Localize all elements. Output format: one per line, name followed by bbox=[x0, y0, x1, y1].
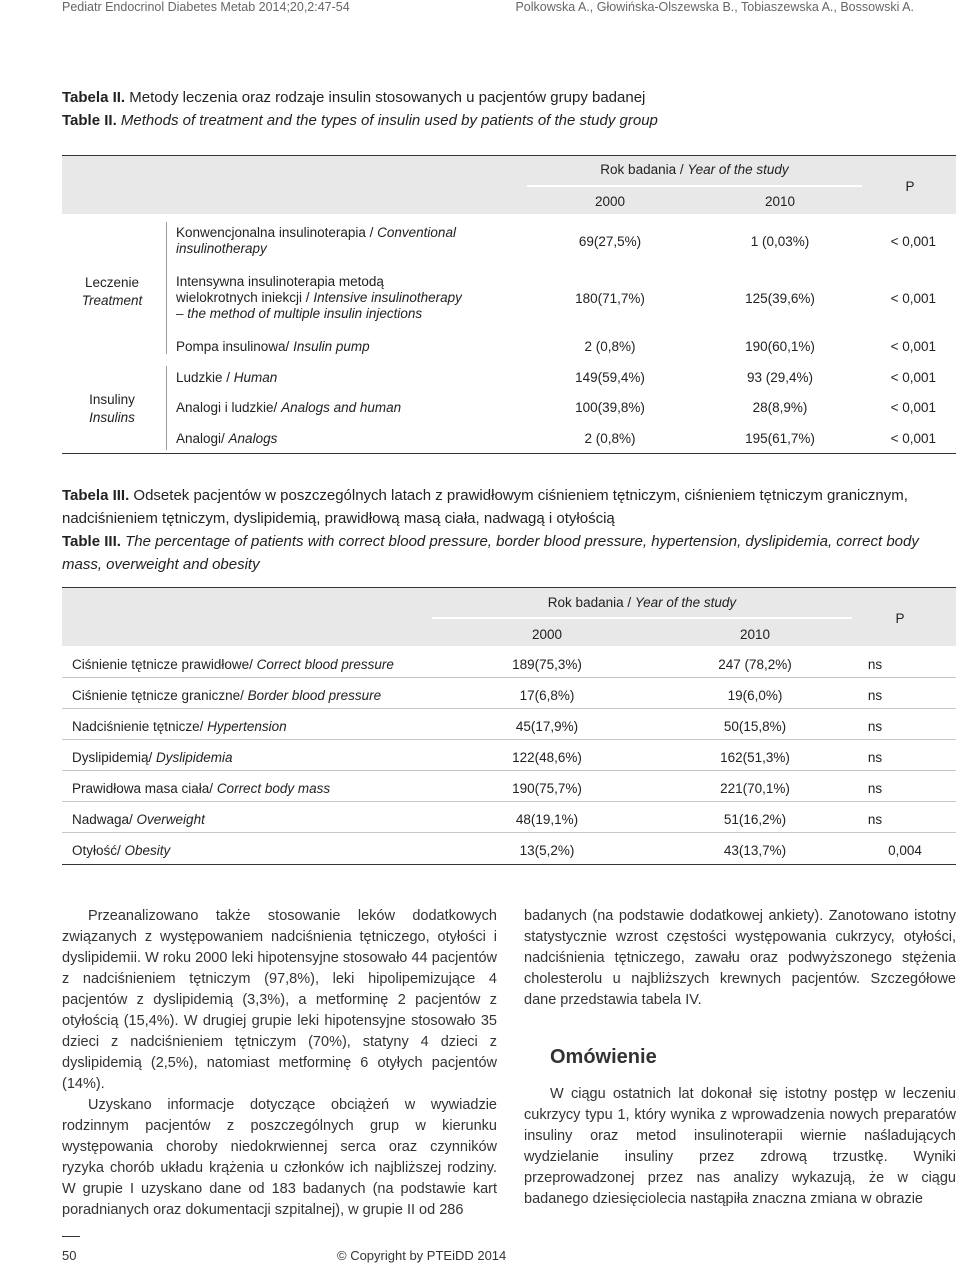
body-right-column-2 bbox=[524, 1084, 956, 1210]
table3-cell-2000: 13(5,2%) bbox=[519, 843, 575, 858]
table3-caption bbox=[62, 484, 957, 576]
table3-row-label-pl: Otyłość/ bbox=[72, 843, 125, 858]
table2-cell-p: < 0,001 bbox=[890, 431, 936, 446]
table2-cell-2010: 93 (29,4%) bbox=[746, 370, 814, 385]
table3-col-2000: 2000 bbox=[531, 627, 563, 642]
table2-row-label-pl: Konwencjonalna insulinoterapia / bbox=[176, 225, 378, 240]
table2-row-label-pl: Analogi i ludzkie/ bbox=[176, 400, 282, 415]
table3-row-label bbox=[72, 750, 233, 766]
table3-cell-2000: 48(19,1%) bbox=[515, 812, 579, 827]
table2-caption bbox=[62, 86, 922, 132]
table3-cell-2000: 17(6,8%) bbox=[519, 688, 575, 703]
table3-row-label-pl: Ciśnienie tętnicze graniczne/ bbox=[72, 688, 248, 703]
table2-caption-pl-label: Tabela II. bbox=[62, 89, 126, 106]
table2-cell-p: < 0,001 bbox=[890, 291, 936, 306]
table3-year-header-en: Year of the study bbox=[634, 595, 737, 610]
table3-cell-2000: 189(75,3%) bbox=[512, 657, 582, 672]
table2-cell-2010: 28(8,9%) bbox=[752, 400, 808, 415]
table3-cell-p: ns bbox=[867, 719, 883, 734]
table2-group2-divider bbox=[166, 366, 167, 450]
table2-row-label-pl: Analogi/ bbox=[176, 431, 229, 446]
table3-row-label bbox=[72, 843, 170, 859]
table3-cell-2010: 51(16,2%) bbox=[723, 812, 787, 827]
table3-row-label-en: Correct blood pressure bbox=[256, 657, 394, 672]
table2-row-label bbox=[176, 370, 277, 386]
body-paragraph: Uzyskano informacje dotyczące obciążeń w wywiadzie rodzinnym pacjentów z poszczególnych grup w kierunku występowania choroby niedokrwiennej serca oraz czynników ryzyka chorób układu krążenia u członków ich najbliższej rodziny. W grupie I uzyskano dane od 183 badanych (na podstawie kart poradnianych oraz dokumentacji szpitalnej), w grupie II od 286 bbox=[62, 1097, 497, 1218]
table2-row-label-pl: Intensywna insulinoterapia metodą bbox=[176, 274, 384, 289]
table2-row-label-en2: insulinotherapy bbox=[176, 241, 267, 256]
table3-col-p: P bbox=[895, 611, 905, 626]
table3-row-label-pl: Nadciśnienie tętnicze/ bbox=[72, 719, 208, 734]
table3-cell-2010: 221(70,1%) bbox=[720, 781, 790, 796]
table2-cell-2010: 190(60,1%) bbox=[745, 339, 815, 354]
section-heading: Omówienie bbox=[550, 1046, 657, 1068]
table3-row-rule bbox=[62, 708, 956, 709]
table3-year-header-pl: Rok badania / bbox=[547, 595, 635, 610]
table3-row-label-en: Overweight bbox=[136, 812, 205, 827]
table2-cell-p: < 0,001 bbox=[890, 339, 936, 354]
table2-bottom-rule bbox=[62, 453, 956, 454]
table3-year-underline bbox=[432, 617, 852, 619]
table3-cell-2000: 122(48,6%) bbox=[512, 750, 582, 765]
table3-row-label-en: Correct body mass bbox=[216, 781, 331, 796]
body-paragraph: badanych (na podstawie dodatkowej ankiety). Zanotowano istotny statystycznie wzrost częstości występowania cukrzycy, otyłości, nadciśnienia tętniczego, zawału oraz podwyższonego stężenia cholesterolu u najbliższych krewnych pacjentów. Szczegółowe dane przedstawia tabela IV. bbox=[524, 908, 956, 1008]
table3-row-label-en: Hypertension bbox=[207, 719, 287, 734]
body-left-column bbox=[62, 906, 497, 1221]
table3-caption-en: The percentage of patients with correct blood pressure, border blood pressure, hypertension, dyslipidemia, correct body mass, overweight and obesity bbox=[62, 533, 919, 573]
table2-group1-divider bbox=[166, 222, 167, 354]
body-right-column bbox=[524, 906, 956, 1011]
table3-cell-p: ns bbox=[867, 657, 883, 672]
table2-cell-2000: 2 (0,8%) bbox=[584, 431, 636, 446]
table3-row-rule bbox=[62, 739, 956, 740]
table3-cell-p: 0,004 bbox=[888, 843, 922, 858]
table3-cell-2010: 43(13,7%) bbox=[723, 843, 787, 858]
table2-cell-2000: 69(27,5%) bbox=[578, 234, 642, 249]
body-paragraph: W ciągu ostatnich lat dokonał się istotny postęp w leczeniu cukrzycy typu 1, który wynika z wprowadzenia nowych preparatów insuliny oraz metod insulinoterapii wiernie naśladujących wydzielanie insuliny przez zdrową trzustkę. Wyniki przeprowadzonej przez nas analizy wykazują, że w ciągu badanego dziesięciolecia nastąpiła znaczna zmiana w obrazie bbox=[524, 1086, 956, 1207]
table2-row-label-pl: Ludzkie / bbox=[176, 370, 234, 385]
table3-row-rule bbox=[62, 677, 956, 678]
table2-row-label-en: Conventional bbox=[377, 225, 456, 240]
table2-cell-2010: 125(39,6%) bbox=[745, 291, 815, 306]
table3-year-header bbox=[432, 595, 852, 611]
authors-header: Polkowska A., Głowińska-Olszewska B., Tobiaszewska A., Bossowski A. bbox=[515, 0, 914, 14]
table3-row-label-pl: Prawidłowa masa ciała/ bbox=[72, 781, 217, 796]
table3-row-label-en: Obesity bbox=[124, 843, 171, 858]
table3-row-rule bbox=[62, 801, 956, 802]
table3-top-rule bbox=[62, 587, 956, 588]
table2-cell-2010: 195(61,7%) bbox=[745, 431, 815, 446]
table2-row-label bbox=[176, 400, 401, 416]
table3-cell-2010: 162(51,3%) bbox=[720, 750, 790, 765]
table2-cell-2000: 100(39,8%) bbox=[575, 400, 645, 415]
table2-col-p: P bbox=[905, 179, 915, 194]
journal-header: Pediatr Endocrinol Diabetes Metab 2014;20,2:47-54 bbox=[62, 0, 350, 14]
table2-cell-p: < 0,001 bbox=[890, 234, 936, 249]
table2-group-insulins bbox=[62, 391, 162, 427]
table3-cell-p: ns bbox=[867, 812, 883, 827]
table3-caption-en-label: Table III. bbox=[62, 533, 121, 550]
table2-year-header bbox=[527, 162, 862, 178]
table3-row-label-en: Dyslipidemia bbox=[156, 750, 233, 765]
table2-group-insulins-en: Insulins bbox=[89, 410, 135, 425]
table2-cell-2000: 149(59,4%) bbox=[575, 370, 645, 385]
table2-row-label-en: Human bbox=[233, 370, 278, 385]
table3-cell-p: ns bbox=[867, 750, 883, 765]
table2-row-label-pl2: wielokrotnych iniekcji / bbox=[176, 290, 314, 305]
table3-cell-2000: 190(75,7%) bbox=[512, 781, 582, 796]
body-paragraph: Przeanalizowano także stosowanie leków dodatkowych związanych z występowaniem nadciśnienia tętniczego, otyłości i dyslipidemii. W roku 2000 leki hipotensyjne stosowało 44 pacjentów z nadciśnieniem tętniczym (97,8%), leki hipolipemizujące 4 pacjentów z dyslipidemią (3,3%), a metforminę 2 pacjentów z otyłością (15,4%). W drugiej grupie leki hipotensyjne stosowało 35 dzieci z nadciśnieniem tętniczym (70%), statyny 4 dzieci z dyslipidemią (2,5%), natomiast metforminę 6 otyłych pacjentów (14%). bbox=[62, 908, 497, 1092]
table2-year-header-en: Year of the study bbox=[687, 162, 789, 177]
table2-caption-pl: Metody leczenia oraz rodzaje insulin stosowanych u pacjentów grupy badanej bbox=[129, 89, 646, 106]
table2-group-treatment-en: Treatment bbox=[81, 293, 143, 308]
table2-row-label-en: Analogs and human bbox=[281, 400, 402, 415]
table2-cell-p: < 0,001 bbox=[890, 370, 936, 385]
table3-row-label bbox=[72, 688, 381, 704]
table3-row-label-pl: Ciśnienie tętnicze prawidłowe/ bbox=[72, 657, 257, 672]
table2-col-2010: 2010 bbox=[764, 194, 796, 209]
table2-row-label-pl: Pompa insulinowa/ bbox=[176, 339, 294, 354]
table2-row-label bbox=[176, 339, 370, 355]
table2-caption-en-label: Table II. bbox=[62, 112, 117, 129]
table3-row-label bbox=[72, 719, 287, 735]
table2-cell-p: < 0,001 bbox=[890, 400, 936, 415]
table2-row-label-en: Intensive insulinotherapy bbox=[313, 290, 462, 305]
table3-caption-pl-label: Tabela III. bbox=[62, 487, 130, 504]
table2-cell-2000: 180(71,7%) bbox=[575, 291, 645, 306]
table2-row-label-en: Insulin pump bbox=[293, 339, 370, 354]
table2-caption-en: Methods of treatment and the types of insulin used by patients of the study group bbox=[120, 112, 658, 129]
table3-row-label bbox=[72, 812, 205, 828]
table2-row-label bbox=[176, 274, 462, 322]
table3-row-rule bbox=[62, 832, 956, 833]
table3-cell-2010: 19(6,0%) bbox=[727, 688, 783, 703]
table2-row-label bbox=[176, 225, 456, 257]
table3-cell-p: ns bbox=[867, 781, 883, 796]
table2-row-label bbox=[176, 431, 277, 447]
table2-group-treatment-pl: Leczenie bbox=[84, 275, 140, 290]
copyright: © Copyright by PTEiDD 2014 bbox=[337, 1248, 507, 1263]
table3-row-rule bbox=[62, 770, 956, 771]
table3-row-label-pl: Nadwaga/ bbox=[72, 812, 137, 827]
table2-cell-2010: 1 (0,03%) bbox=[750, 234, 810, 249]
table2-row-label-en: Analogs bbox=[228, 431, 278, 446]
footer-rule bbox=[62, 1236, 80, 1237]
table3-bottom-rule bbox=[62, 864, 956, 865]
table2-group-insulins-pl: Insuliny bbox=[89, 392, 135, 407]
table2-row-label-en2: – the method of multiple insulin injections bbox=[176, 306, 423, 321]
table2-cell-2000: 2 (0,8%) bbox=[584, 339, 636, 354]
table3-col-2010: 2010 bbox=[739, 627, 771, 642]
table2-col-2000: 2000 bbox=[594, 194, 626, 209]
table2-year-header-pl: Rok badania / bbox=[600, 162, 688, 177]
table3-row-label-en: Border blood pressure bbox=[247, 688, 382, 703]
table3-cell-p: ns bbox=[867, 688, 883, 703]
table2-top-rule bbox=[62, 155, 956, 156]
table3-row-label-pl: Dyslipidemią/ bbox=[72, 750, 157, 765]
table3-row-label bbox=[72, 657, 394, 673]
table3-cell-2010: 50(15,8%) bbox=[723, 719, 787, 734]
table2-year-underline bbox=[527, 185, 862, 187]
table3-cell-2000: 45(17,9%) bbox=[515, 719, 579, 734]
table2-group-treatment bbox=[62, 274, 162, 310]
table3-caption-pl: Odsetek pacjentów w poszczególnych latach z prawidłowym ciśnieniem tętniczym, ciśnieniem tętniczym granicznym, nadciśnieniem tętniczym, dyslipidemią, prawidłową masą ciała, nadwagą i otyłością bbox=[62, 487, 908, 527]
page-number: 50 bbox=[62, 1248, 77, 1263]
table3-cell-2010: 247 (78,2%) bbox=[718, 657, 792, 672]
table3-row-label bbox=[72, 781, 330, 797]
